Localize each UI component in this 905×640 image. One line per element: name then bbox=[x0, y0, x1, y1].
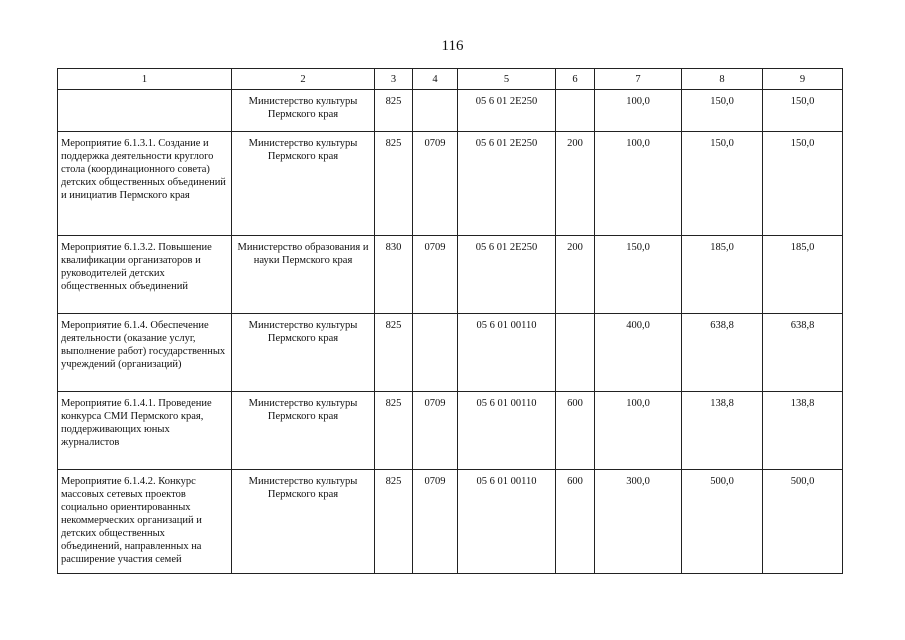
amount-cell: 100,0 bbox=[595, 132, 682, 236]
activity-name: Мероприятие 6.1.3.2. Повышение квалификации организаторов и руководителей детских общественных объединений bbox=[58, 236, 232, 314]
agency-name: Министерство культуры Пермского края bbox=[232, 470, 375, 574]
activity-name: Мероприятие 6.1.4.2. Конкурс массовых сетевых проектов социально ориентированных некоммерческих организаций и детских общественных объединений, направленных на расширение участия семей bbox=[58, 470, 232, 574]
code-cell: 600 bbox=[556, 470, 595, 574]
code-cell: 05 6 01 2Е250 bbox=[458, 90, 556, 132]
amount-cell: 100,0 bbox=[595, 392, 682, 470]
amount-cell: 150,0 bbox=[763, 90, 843, 132]
amount-cell: 150,0 bbox=[682, 90, 763, 132]
table-row bbox=[58, 132, 843, 236]
activity-name: Мероприятие 6.1.4. Обеспечение деятельности (оказание услуг, выполнение работ) государственных учреждений (организаций) bbox=[58, 314, 232, 392]
code-cell: 0709 bbox=[413, 392, 458, 470]
activity-name: Мероприятие 6.1.4.1. Проведение конкурса СМИ Пермского края, поддерживающих юных журналистов bbox=[58, 392, 232, 470]
code-cell: 05 6 01 2Е250 bbox=[458, 236, 556, 314]
table-row bbox=[58, 392, 843, 470]
table-row bbox=[58, 236, 843, 314]
code-cell bbox=[413, 90, 458, 132]
amount-cell: 138,8 bbox=[682, 392, 763, 470]
column-header: 1 bbox=[58, 69, 232, 90]
column-header: 4 bbox=[413, 69, 458, 90]
code-cell bbox=[556, 90, 595, 132]
code-cell: 0709 bbox=[413, 470, 458, 574]
code-cell: 05 6 01 00110 bbox=[458, 392, 556, 470]
amount-cell: 300,0 bbox=[595, 470, 682, 574]
code-cell bbox=[556, 314, 595, 392]
agency-name: Министерство культуры Пермского края bbox=[232, 132, 375, 236]
page-number: 116 bbox=[441, 38, 464, 54]
code-cell: 0709 bbox=[413, 132, 458, 236]
code-cell: 825 bbox=[375, 470, 413, 574]
code-cell: 05 6 01 00110 bbox=[458, 470, 556, 574]
amount-cell: 185,0 bbox=[763, 236, 843, 314]
table-header-row bbox=[58, 69, 843, 90]
amount-cell: 138,8 bbox=[763, 392, 843, 470]
code-cell: 825 bbox=[375, 132, 413, 236]
amount-cell: 400,0 bbox=[595, 314, 682, 392]
amount-cell: 100,0 bbox=[595, 90, 682, 132]
column-header: 3 bbox=[375, 69, 413, 90]
amount-cell: 638,8 bbox=[682, 314, 763, 392]
column-header: 7 bbox=[595, 69, 682, 90]
code-cell: 05 6 01 2Е250 bbox=[458, 132, 556, 236]
code-cell: 825 bbox=[375, 314, 413, 392]
code-cell bbox=[413, 314, 458, 392]
column-header: 5 bbox=[458, 69, 556, 90]
amount-cell: 638,8 bbox=[763, 314, 843, 392]
code-cell: 05 6 01 00110 bbox=[458, 314, 556, 392]
agency-name: Министерство культуры Пермского края bbox=[232, 314, 375, 392]
amount-cell: 150,0 bbox=[682, 132, 763, 236]
code-cell: 600 bbox=[556, 392, 595, 470]
code-cell: 200 bbox=[556, 236, 595, 314]
column-header: 8 bbox=[682, 69, 763, 90]
code-cell: 200 bbox=[556, 132, 595, 236]
column-header: 6 bbox=[556, 69, 595, 90]
code-cell: 830 bbox=[375, 236, 413, 314]
agency-name: Министерство образования и науки Пермского края bbox=[232, 236, 375, 314]
amount-cell: 500,0 bbox=[682, 470, 763, 574]
budget-table bbox=[57, 68, 843, 574]
table-row bbox=[58, 314, 843, 392]
column-header: 9 bbox=[763, 69, 843, 90]
activity-name bbox=[58, 90, 232, 132]
table-row bbox=[58, 470, 843, 574]
amount-cell: 150,0 bbox=[763, 132, 843, 236]
code-cell: 0709 bbox=[413, 236, 458, 314]
agency-name: Министерство культуры Пермского края bbox=[232, 90, 375, 132]
code-cell: 825 bbox=[375, 392, 413, 470]
amount-cell: 150,0 bbox=[595, 236, 682, 314]
table-row bbox=[58, 90, 843, 132]
amount-cell: 500,0 bbox=[763, 470, 843, 574]
activity-name: Мероприятие 6.1.3.1. Создание и поддержка деятельности круглого стола (координационного совета) детских общественных объединений и инициатив Пермского края bbox=[58, 132, 232, 236]
code-cell: 825 bbox=[375, 90, 413, 132]
column-header: 2 bbox=[232, 69, 375, 90]
agency-name: Министерство культуры Пермского края bbox=[232, 392, 375, 470]
amount-cell: 185,0 bbox=[682, 236, 763, 314]
